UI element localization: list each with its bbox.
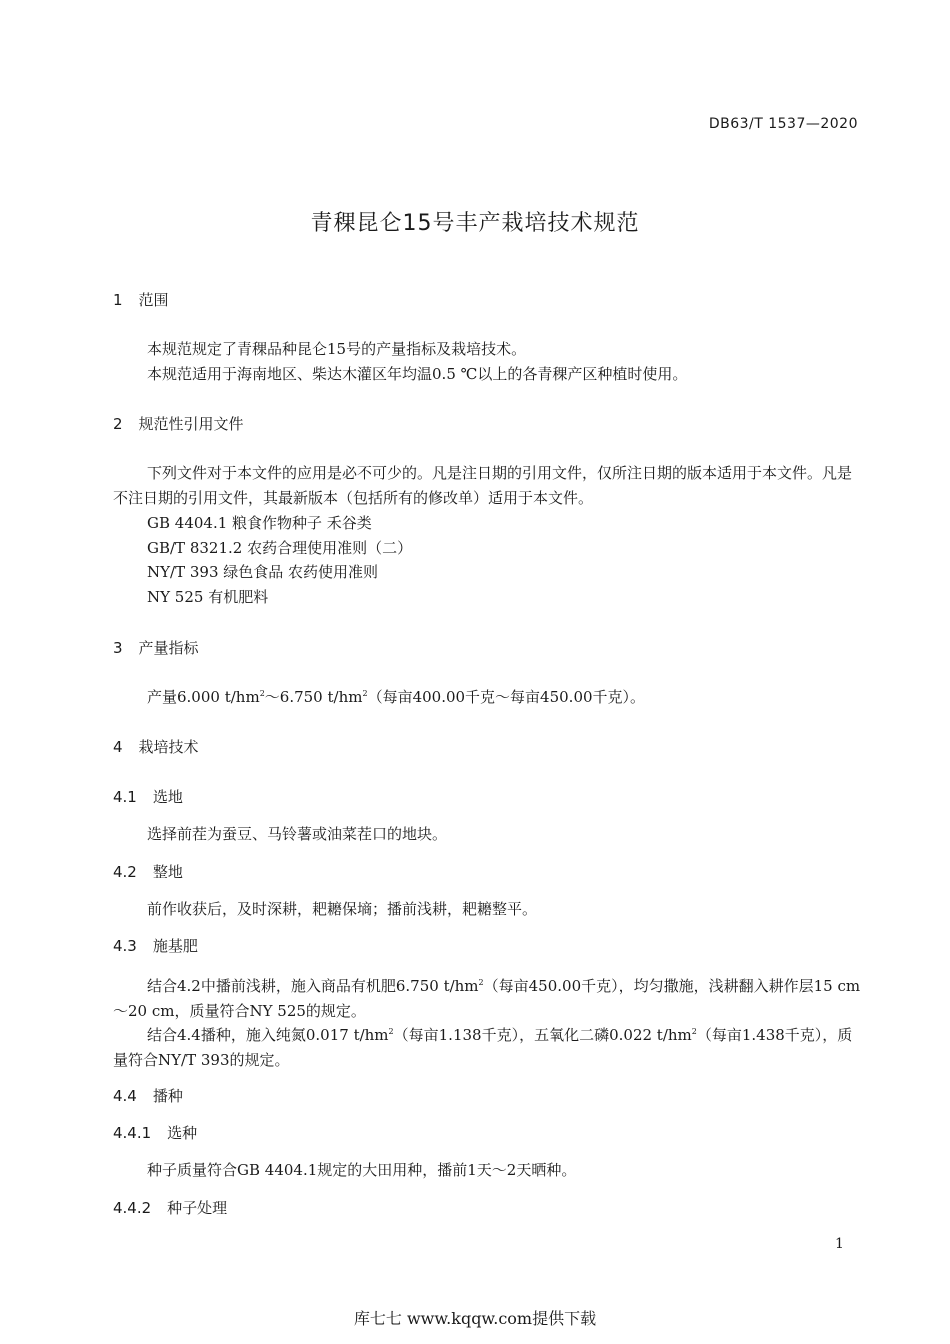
section-title: 栽培技术 — [138, 738, 199, 756]
text-run: （每亩400.00千克～每亩450.00千克）。 — [367, 688, 646, 706]
section-title: 种子处理 — [167, 1199, 228, 1217]
paragraph: 种子质量符合GB 4404.1规定的大田用种，播前1天～2天晒种。 — [147, 1161, 577, 1179]
paragraph: 本规范规定了青稞品种昆仑15号的产量指标及栽培技术。 — [147, 340, 527, 358]
section-title: 规范性引用文件 — [138, 415, 244, 433]
section-number: 3 — [113, 639, 123, 657]
paragraph — [147, 686, 645, 707]
paragraph — [113, 1020, 861, 1072]
section-number: 4 — [113, 738, 123, 756]
section-heading-3 — [113, 637, 199, 658]
section-number: 1 — [113, 291, 123, 309]
section-heading-4-2 — [113, 861, 183, 882]
section-heading-2 — [113, 413, 244, 434]
section-title: 选地 — [152, 788, 183, 806]
text-run: （每亩1.438千克），质量符合NY/T 393的规定。 — [113, 1026, 853, 1069]
footer-watermark: 库七七 www.kqqw.com提供下载 — [353, 1309, 597, 1328]
superscript: 2 — [478, 978, 484, 987]
section-heading-4-4-2 — [113, 1197, 227, 1218]
reference-item: GB/T 8321.2 农药合理使用准则（二） — [147, 539, 413, 557]
section-heading-4-4-1 — [113, 1122, 197, 1143]
document-code: DB63/T 1537—2020 — [708, 116, 858, 132]
paragraph — [113, 971, 861, 1023]
paragraph: 本规范适用于海南地区、柴达木灌区年均温0.5 ℃以上的各青稞产区种植时使用。 — [147, 365, 688, 383]
page-number: 1 — [835, 1236, 844, 1252]
section-heading-4 — [113, 736, 199, 757]
section-title: 范围 — [138, 291, 169, 309]
section-title: 选种 — [167, 1124, 198, 1142]
section-title: 播种 — [152, 1087, 183, 1105]
section-title: 施基肥 — [152, 937, 198, 955]
text-run: （每亩450.00千克），均匀撒施，浅耕翻入耕作层15 cm～20 cm，质量符合NY 525的规定。 — [113, 977, 861, 1020]
text-run: 结合4.4播种，施入纯氮0.017 t/hm — [147, 1026, 389, 1044]
section-number: 4.4 — [113, 1087, 137, 1105]
reference-item: GB 4404.1 粮食作物种子 禾谷类 — [147, 514, 372, 532]
text-run: 产量6.000 t/hm — [147, 688, 260, 706]
section-number: 4.4.1 — [113, 1124, 152, 1142]
reference-item: NY 525 有机肥料 — [147, 588, 269, 606]
superscript: 2 — [259, 689, 265, 698]
section-title: 整地 — [152, 863, 183, 881]
paragraph: 下列文件对于本文件的应用是必不可少的。凡是注日期的引用文件，仅所注日期的版本适用于本文件。凡是不注日期的引用文件，其最新版本（包括所有的修改单）适用于本文件。 — [113, 464, 853, 507]
section-heading-4-3 — [113, 935, 198, 956]
section-number: 4.2 — [113, 863, 137, 881]
text-run: （每亩1.138千克），五氧化二磷0.022 t/hm — [393, 1026, 692, 1044]
section-number: 4.4.2 — [113, 1199, 152, 1217]
section-heading-4-1 — [113, 786, 183, 807]
section-number: 2 — [113, 415, 123, 433]
page-title: 青稞昆仑15号丰产栽培技术规范 — [310, 211, 640, 236]
superscript: 2 — [362, 689, 368, 698]
section-number: 4.1 — [113, 788, 137, 806]
reference-item: NY/T 393 绿色食品 农药使用准则 — [147, 563, 379, 581]
superscript: 2 — [388, 1027, 394, 1036]
paragraph: 前作收获后，及时深耕，耙耱保墒；播前浅耕，耙耱整平。 — [147, 900, 538, 918]
section-heading-4-4 — [113, 1085, 183, 1106]
paragraph: 选择前茬为蚕豆、马铃薯或油菜茬口的地块。 — [147, 825, 448, 843]
text-run: ～6.750 t/hm — [264, 688, 363, 706]
section-number: 4.3 — [113, 937, 137, 955]
text-run: 结合4.2中播前浅耕，施入商品有机肥6.750 t/hm — [147, 977, 479, 995]
superscript: 2 — [691, 1027, 697, 1036]
section-heading-1 — [113, 289, 169, 310]
section-title: 产量指标 — [138, 639, 199, 657]
